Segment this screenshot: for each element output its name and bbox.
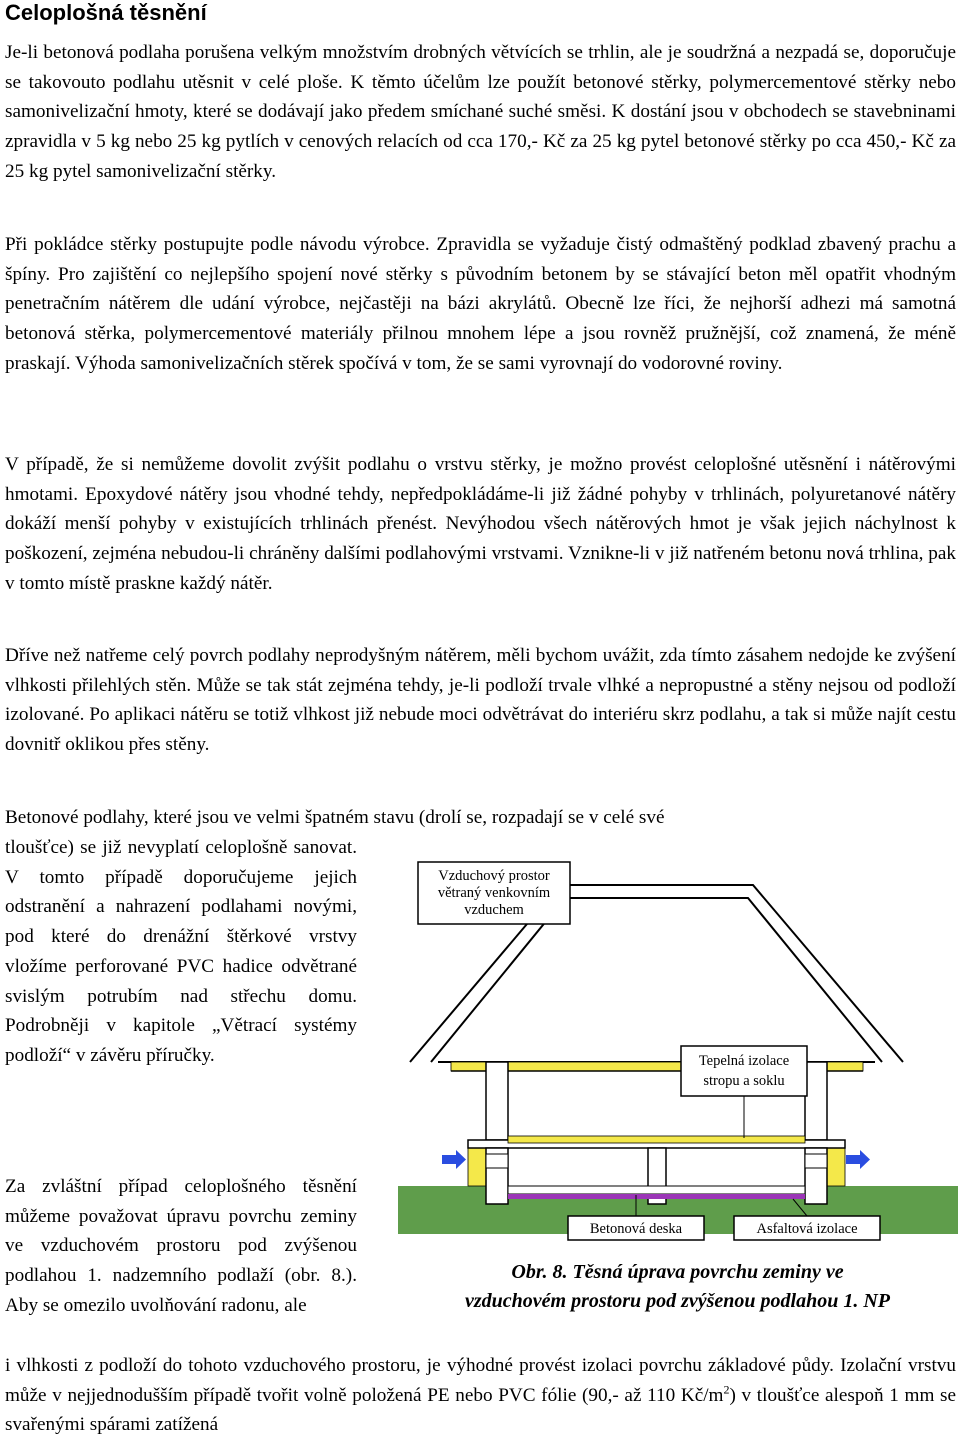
floor-insulation <box>508 1136 805 1143</box>
left-vent <box>486 1154 508 1168</box>
figure-caption <box>400 1258 955 1316</box>
paragraph-5-column: tloušťce) se již nevyplatí celoplošně sanovat. V tomto případě doporučujeme jejich odstranění a nahrazení podlahami novými, pod které do drenážní štěrkové vrstvy vložíme perforované PVC hadice odvětrané svislým potrubím nad střechu domu. Podrobněji v kapitole „Větrací systémy podloží“ v závěru příručky. <box>5 837 357 1066</box>
right-wall-ins <box>827 1148 845 1186</box>
ground-slab <box>508 1186 805 1194</box>
superscript-2: 2 <box>723 1382 730 1397</box>
figure-caption-line-1: Obr. 8. Těsná úprava povrchu zeminy ve <box>511 1261 844 1283</box>
section-heading: Celoplošná těsnění <box>5 0 207 25</box>
paragraph-7 <box>5 1351 956 1440</box>
paragraph-5-first-line: Betonové podlahy, které jsou ve velmi špatném stavu (drolí se, rozpadají se v celé své <box>5 807 665 828</box>
left-wall-upper <box>486 1062 508 1140</box>
right-vent <box>805 1154 827 1168</box>
asphalt-membrane <box>508 1194 805 1199</box>
air-out-arrow <box>846 1150 870 1169</box>
slab-label: Betonová deska <box>589 1221 683 1237</box>
house-cross-section-diagram <box>398 848 958 1248</box>
paragraph-2: Při pokládce stěrky postupujte podle návodu výrobce. Zpravidla se vyžaduje čistý odmaštěný podklad zbavený prachu a špíny. Pro zajištění co nejlepšího spojení nové stěrky s původním betonem by se stávající beton měl opatřit vhodným penetračním nátěrem dle udání výrobce, nejčastěji na bázi akrylátů. Obecně lze říci, že nejhorší adhezi má samotná betonová stěrka, polymercementové materiály přilnou mnohem lépe a jsou rovněž pružnější, což znamená, že méně praskají. Výhoda samonivelizačních stěrek spočívá v tom, že se sami vyrovnají do vodorovné roviny. <box>5 234 956 374</box>
paragraph-6-column: Za zvláštní případ celoplošného těsnění můžeme považovat úpravu povrchu zeminy ve vzduchovém prostoru pod zvýšenou podlahou 1. nadzemního podlaží (obr. 8.). Aby se omezilo uvolňování radonu, ale <box>5 1176 357 1316</box>
air-space-label-2: větraný venkovním <box>437 885 551 901</box>
figure-caption-line-2: vzduchovém prostoru pod zvýšenou podlahou 1. NP <box>464 1290 891 1312</box>
air-space-label-1: Vzduchový prostor <box>438 868 550 884</box>
insulation-label-2: stropu a soklu <box>703 1073 785 1089</box>
paragraph-7-text: i vlhkosti z podloží do tohoto vzduchového prostoru, je výhodné provést izolaci povrchu základové půdy. Izolační vrstvu může v nejjednodušším případě tvořit volně položená PE nebo PVC fólie (90,- až 110 Kč/m <box>5 1355 956 1406</box>
air-in-arrow <box>442 1150 466 1169</box>
left-wall-ins <box>468 1148 486 1186</box>
right-wall-upper <box>805 1062 827 1140</box>
asphalt-label: Asfaltová izolace <box>756 1221 858 1237</box>
air-space-label-3: vzduchem <box>464 902 524 918</box>
paragraph-7-text-end: ) v tloušťce alespoň 1 mm se svařenými spárami zatížená <box>5 1384 957 1436</box>
paragraph-4: Dříve než natřeme celý povrch podlahy neprodyšným nátěrem, měli bychom uvážit, zda tímto zásahem nedojde ke zvýšení vlhkosti přilehlých stěn. Může se tak stát zejména tehdy, je-li podloží trvale vlhké a nepropustné a stěny nejsou od podloží izolované. Po aplikaci nátěru se totiž vlhkost již nebude moci odvětrávat do interiéru skrz podlahu, a tak si může najít cestu dovnitř oklikou přes stěny. <box>5 645 956 756</box>
insulation-label-1: Tepelná izolace <box>698 1053 790 1069</box>
paragraph-1: Je-li betonová podlaha porušena velkým množstvím drobných větvících se trhlin, ale je soudržná a nezpadá se, doporučuje se takovouto podlahu utěsnit v celé ploše. K těmto účelům lze použít betonové stěrky, polymercementové stěrky nebo samonivelizační hmoty, které se dodávají jako předem smíchané suché směsi. K dostání jsou v obchodech se stavebninami zpravidla v 5 kg nebo 25 kg pytlích v cenových relacích od cca 170,- Kč za 25 kg pytel betonové stěrky po cca 450,- Kč za 25 kg pytel samonivelizační stěrky. <box>5 42 956 182</box>
paragraph-3: V případě, že si nemůžeme dovolit zvýšit podlahu o vrstvu stěrky, je možno provést celoplošné utěsnění i nátěrovými hmotami. Epoxydové nátěry jsou vhodné tehdy, nepředpokládáme-li již žádné pohyby v trhlinách, polyuretanové nátěry dokáží menší pohyby v existujících trhlinách přenést. Nevýhodou všech nátěrových hmot je však jejich náchylnost k poškození, zejména nebudou-li chráněny dalšími podlahovými vrstvami. Vznikne-li v již natřeném betonu nová trhlina, pak v tomto místě praskne každý nátěr. <box>5 454 956 594</box>
